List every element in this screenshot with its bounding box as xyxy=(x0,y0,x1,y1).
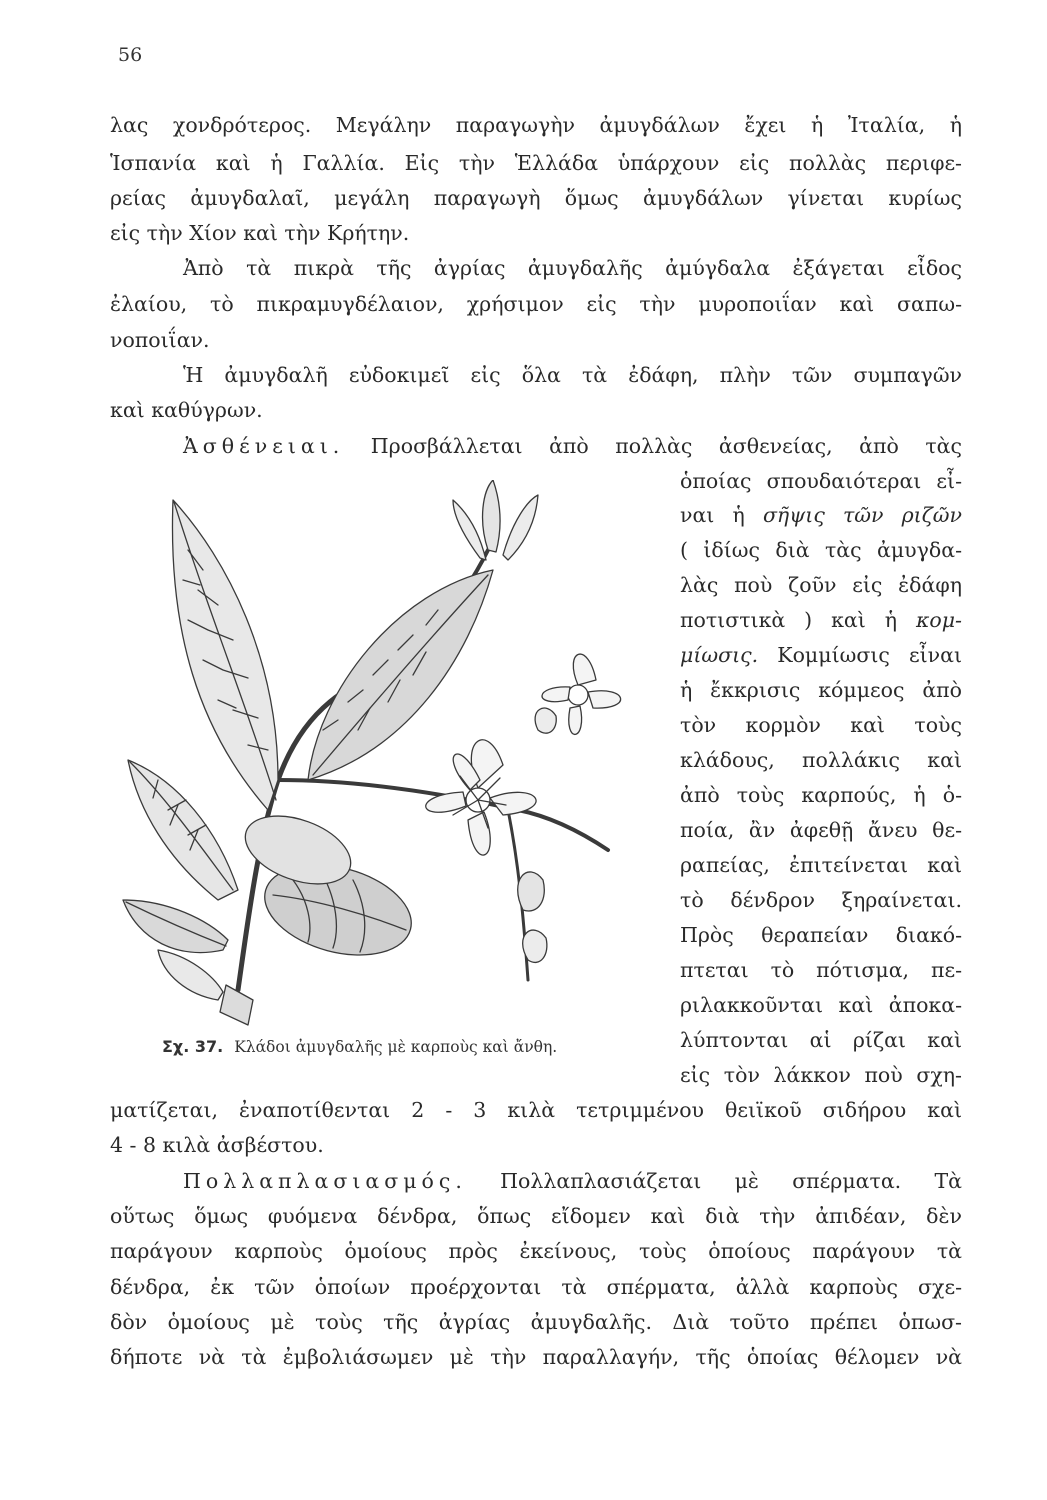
text-line: ρείας ἀμυγδαλαῖ, μεγάλη παραγωγὴ ὅμως ἀμυγδάλων γίνεται κυρίως xyxy=(110,186,962,210)
text-fragment: ποτιστικὰ ) καὶ ἡ xyxy=(680,608,897,632)
column-line: ἀπὸ τοὺς καρπούς, ἡ ὁ- xyxy=(680,783,962,807)
text-line xyxy=(183,436,962,457)
column-line xyxy=(680,645,962,666)
text-line: Ἡ ἀμυγδαλῆ εὐδοκιμεῖ εἰς ὅλα τὰ ἐδάφη, πλὴν τῶν συμπαγῶν xyxy=(183,363,962,387)
column-line: τὸ δένδρον ξηραίνεται. xyxy=(680,888,962,912)
figure-number: Σχ. 37. xyxy=(162,1037,224,1056)
column-line: πτεται τὸ πότισμα, πε- xyxy=(680,958,962,982)
text-line: οὕτως ὅμως φυόμενα δένδρα, ὅπως εἴδομεν καὶ διὰ τὴν ἀπιδέαν, δὲν xyxy=(110,1204,962,1228)
stem-cut xyxy=(220,985,253,1025)
flower-bud-top xyxy=(453,480,538,560)
leaf-upper-middle xyxy=(308,570,493,780)
text-line: ματίζεται, ἐναποτίθενται 2 - 3 κιλὰ τετριμμένου θειϊκοῦ σιδήρου καὶ xyxy=(110,1098,962,1122)
column-line xyxy=(680,505,962,526)
column-line: Πρὸς θεραπείαν διακό- xyxy=(680,923,962,947)
column-line: ποία, ἂν ἀφεθῇ ἄνευ θε- xyxy=(680,818,962,842)
text-line: 4 - 8 κιλὰ ἀσβέστου. xyxy=(110,1133,324,1157)
text-line: παράγουν καρποὺς ὁμοίους πρὸς ἐκείνους, τοὺς ὁποίους παράγουν τὰ xyxy=(110,1239,962,1263)
figure-caption xyxy=(162,1037,557,1056)
text-line: εἰς τὴν Χίον καὶ τὴν Κρήτην. xyxy=(110,221,410,245)
leaf-left-bottom xyxy=(123,900,228,953)
text-line: Ἀπὸ τὰ πικρὰ τῆς ἀγρίας ἀμυγδαλῆς ἀμύγδαλα ἐξάγεται εἶδος xyxy=(183,256,962,280)
text-line: καὶ καθύγρων. xyxy=(110,398,263,422)
text-line: δένδρα, ἐκ τῶν ὁποίων προέρχονται τὰ σπέρματα, ἀλλὰ καρποὺς σχε- xyxy=(110,1275,962,1299)
text-line: δὸν ὁμοίους μὲ τοὺς τῆς ἀγρίας ἀμυγδαλῆς. Διὰ τοῦτο πρέπει ὁπωσ- xyxy=(110,1310,962,1334)
italic-term: κομ- xyxy=(915,608,962,632)
open-flower-center xyxy=(426,740,536,855)
figure-caption-text: Κλάδοι ἀμυγδαλῆς μὲ καρποὺς καὶ ἄνθη. xyxy=(234,1038,558,1056)
text-line: νοποιΐαν. xyxy=(110,328,210,352)
text-line: ἐλαίου, τὸ πικραμυγδέλαιον, χρήσιμον εἰς τὴν μυροποιΐαν καὶ σαπω- xyxy=(110,292,962,316)
almond-branch-illustration xyxy=(108,480,676,1040)
column-line: λύπτονται αἱ ρίζαι καὶ xyxy=(680,1028,962,1052)
leaf-bottom-small xyxy=(158,950,223,1000)
column-line: ὁποίας σπουδαιότεραι εἶ- xyxy=(680,469,962,493)
text-line xyxy=(183,1171,962,1192)
section-heading-propagation: Πολλαπλασιασμός. xyxy=(183,1169,467,1193)
leaf-upper-left xyxy=(172,500,278,810)
column-line: κλάδους, πολλάκις καὶ xyxy=(680,748,962,772)
column-line: ἡ ἔκκρισις κόμμεος ἀπὸ xyxy=(680,678,962,702)
column-line: ραπείας, ἐπιτείνεται καὶ xyxy=(680,853,962,877)
text-line: λας χονδρότερος. Μεγάλην παραγωγὴν ἀμυγδάλων ἔχει ἡ Ἰταλία, ἡ xyxy=(110,113,962,137)
column-line: ( ἰδίως διὰ τὰς ἀμυγδα- xyxy=(680,538,962,562)
text-fragment: ναι ἡ xyxy=(680,503,745,527)
leaf-left-lower xyxy=(128,760,238,900)
text-line: Ἱσπανία καὶ ἡ Γαλλία. Εἰς τὴν Ἑλλάδα ὑπάρχουν εἰς πολλὰς περιφε- xyxy=(110,151,962,175)
column-line: ριλακκοῦνται καὶ ἀποκα- xyxy=(680,993,962,1017)
column-line: λὰς ποὺ ζοῦν εἰς ἐδάφη xyxy=(680,573,962,597)
section-heading-diseases: Ἀσθένειαι. xyxy=(183,434,345,458)
column-line: εἰς τὸν λάκκον ποὺ σχη- xyxy=(680,1063,962,1087)
text-fragment: Κομμίωσις εἶναι xyxy=(777,643,962,667)
text-fragment: Πολλαπλασιάζεται μὲ σπέρματα. Τὰ xyxy=(500,1169,962,1193)
italic-term: μίωσις. xyxy=(680,643,759,667)
text-line: δήποτε νὰ τὰ ἐμβολιάσωμεν μὲ τὴν παραλλαγήν, τῆς ὁποίας θέλομεν νὰ xyxy=(110,1345,962,1369)
text-fragment: Προσβάλλεται ἀπὸ πολλὰς ἀσθενείας, ἀπὸ τὰς xyxy=(370,434,962,458)
italic-term: σῆψις τῶν ριζῶν xyxy=(762,503,962,527)
column-line: τὸν κορμὸν καὶ τοὺς xyxy=(680,713,962,737)
page-number: 56 xyxy=(118,44,143,66)
column-line xyxy=(680,610,962,631)
